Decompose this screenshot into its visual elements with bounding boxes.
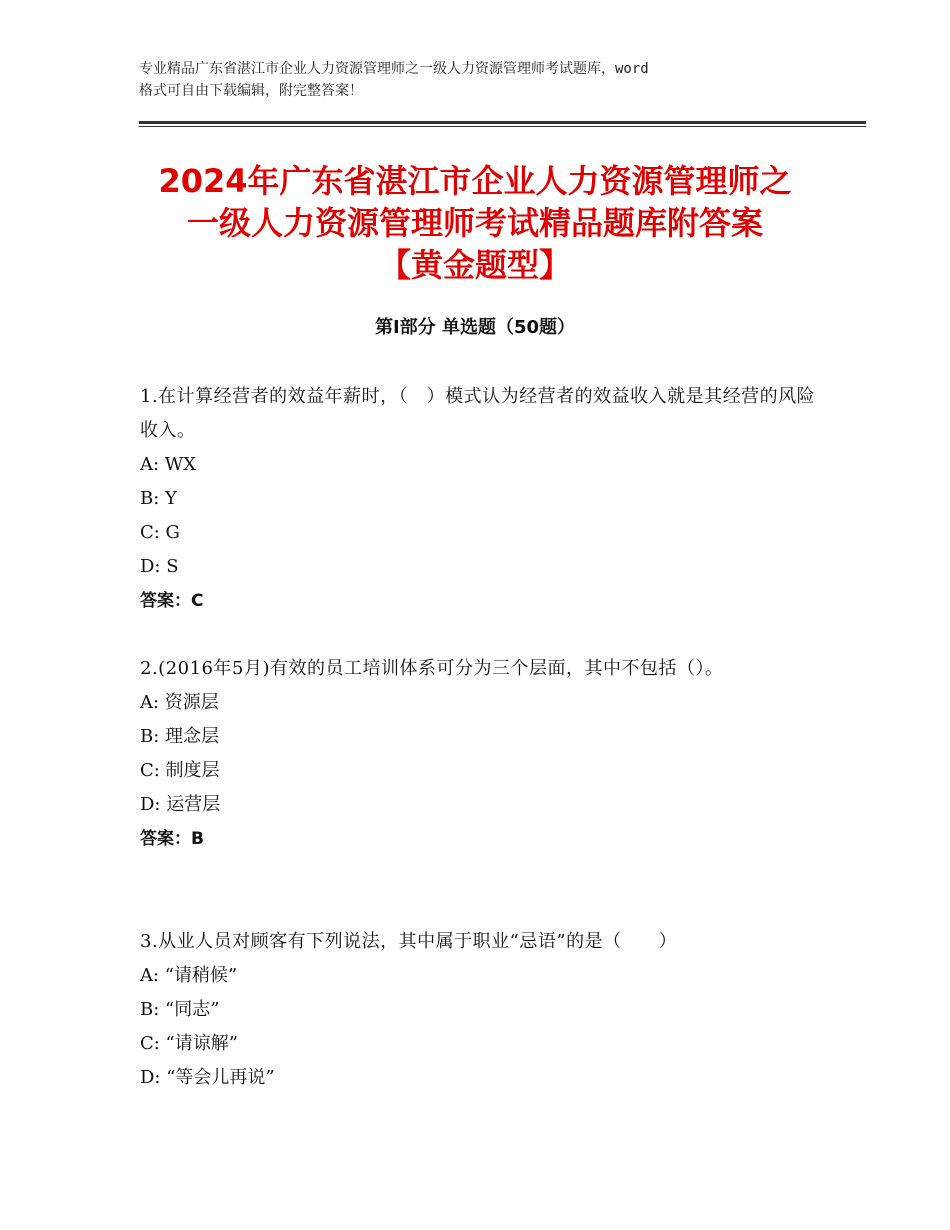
header-divider-thin [139,126,866,127]
option-a: A: 资源层 [140,692,219,713]
title-line-3: 【黄金题型】 [378,246,571,284]
option-b: B: Y [140,488,177,509]
document-title [110,160,840,286]
option-c: C: G [140,522,180,543]
option-b: B: “同志” [140,999,220,1020]
title-line-2: 一级人力资源管理师考试精品题库附答案 [186,204,763,242]
question-1 [140,380,820,618]
option-c: C: “请谅解” [140,1033,238,1054]
answer: 答案：B [140,829,204,849]
title-line-1: 2024年广东省湛江市企业人力资源管理师之 [158,162,792,200]
answer: 答案：C [140,591,204,611]
question-stem: 1.在计算经营者的效益年薪时，（ ）模式认为经营者的效益收入就是其经营的风险收入。 [140,386,816,441]
section-title: 第Ⅰ部分 单选题（50题） [374,317,575,338]
question-2 [140,652,820,856]
question-stem: 3.从业人员对顾客有下列说法，其中属于职业“忌语”的是（ ） [140,931,678,952]
header-divider-thick [139,121,866,124]
question-stem: 2.(2016年5月)有效的员工培训体系可分为三个层面，其中不包括（）。 [140,658,724,679]
option-d: D: 运营层 [140,794,221,815]
option-c: C: 制度层 [140,760,220,781]
header-note-line-2: 格式可自由下载编辑，附完整答案！ [139,83,363,99]
header-note-line-1: 专业精品广东省湛江市企业人力资源管理师之一级人力资源管理师考试题库，word [139,61,649,77]
header-note [139,58,829,102]
option-d: D: S [140,556,179,577]
option-d: D: “等会儿再说” [140,1067,275,1088]
question-3 [140,925,820,1095]
option-b: B: 理念层 [140,726,220,747]
option-a: A: WX [140,454,197,475]
option-a: A: “请稍候” [140,965,238,986]
